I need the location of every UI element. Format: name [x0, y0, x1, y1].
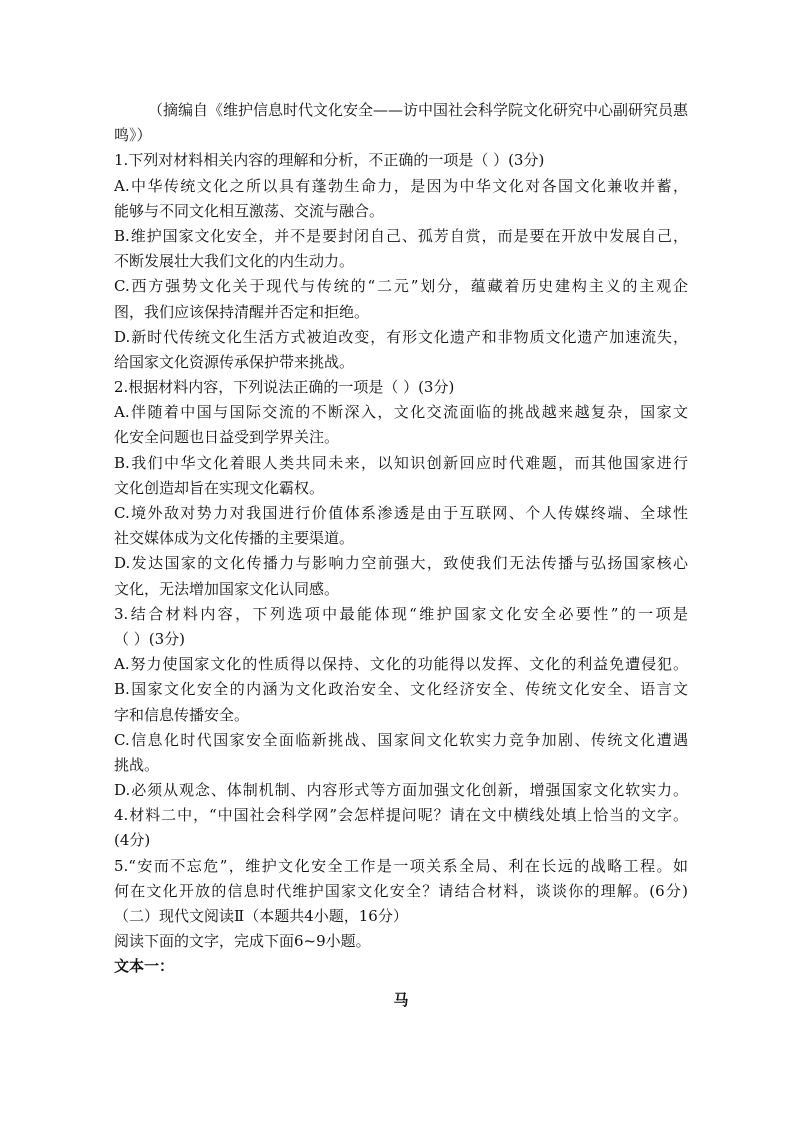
question-1-option-a: A.中华传统文化之所以具有蓬勃生命力，是因为中华文化对各国文化兼收并蓄，	[114, 176, 688, 195]
question-2-option-c-cont: 社交媒体成为文化传播的主要渠道。	[114, 529, 355, 548]
question-4-score: (4分)	[114, 831, 151, 850]
question-2-option-a-cont: 化安全问题也日益受到学界关注。	[114, 428, 340, 447]
question-3-option-b-cont: 字和信息传播安全。	[114, 705, 250, 724]
question-3-option-c: C.信息化时代国家安全面临新挑战、国家间文化软实力竞争加剧、传统文化遭遇	[114, 730, 688, 749]
question-2-option-b-cont: 文化创造却旨在实现文化霸权。	[114, 478, 325, 497]
question-3-option-a: A.努力使国家文化的性质得以保持、文化的功能得以发挥、文化的利益免遭侵犯。	[114, 655, 688, 674]
question-5-stem: 5.“安而不忘危”，维护文化安全工作是一项关系全局、利在长远的战略工程。如	[114, 856, 688, 875]
question-5-stem-cont: 何在文化开放的信息时代维护国家文化安全？请结合材料，谈谈你的理解。(6分)	[114, 881, 688, 900]
source-citation-line-2: 鸣》）	[114, 126, 152, 145]
document-body	[114, 98, 688, 1013]
text-one-label: 文本一：	[114, 957, 175, 976]
question-2-stem: 2.根据材料内容，下列说法正确的一项是（ ）(3分)	[114, 378, 455, 397]
question-3-stem: 3.结合材料内容，下列选项中最能体现“维护国家文化安全必要性”的一项是	[114, 604, 688, 623]
article-title: 马	[393, 990, 409, 1009]
question-3-option-c-cont: 挑战。	[114, 755, 160, 774]
question-1-option-d: D.新时代传统文化生活方式被迫改变，有形文化遗产和非物质文化遗产加速流失，	[114, 327, 688, 346]
question-1-option-d-cont: 给国家文化资源传承保护带来挑战。	[114, 352, 355, 371]
question-1-option-b: B.维护国家文化安全，并不是要封闭自己、孤芳自赏，而是要在开放中发展自己，	[114, 226, 688, 245]
question-3-option-b: B.国家文化安全的内涵为文化政治安全、文化经济安全、传统文化安全、语言文	[114, 680, 688, 699]
question-1-option-b-cont: 不断发展壮大我们文化的内生动力。	[114, 252, 355, 271]
question-1-stem: 1.下列对材料相关内容的理解和分析，不正确的一项是（ ）(3分)	[114, 151, 545, 170]
source-citation-line-1: （摘编自《维护信息时代文化安全——访中国社会科学院文化研究中心副研究员惠	[148, 101, 689, 119]
question-4-stem: 4.材料二中，“中国社会科学网”会怎样提问呢？请在文中横线处填上恰当的文字。	[114, 806, 688, 825]
question-2-option-c: C.境外敌对势力对我国进行价值体系渗透是由于互联网、个人传媒终端、全球性	[114, 504, 688, 522]
question-3-stem-cont: （ ）(3分)	[114, 629, 186, 648]
question-2-option-b: B.我们中华文化着眼人类共同未来，以知识创新回应时代难题，而其他国家进行	[114, 453, 688, 472]
section-instruction: 阅读下面的文字，完成下面6~9小题。	[114, 932, 371, 951]
question-2-option-d-cont: 文化，无法增加国家文化认同感。	[114, 579, 340, 598]
question-1-option-c-cont: 图，我们应该保持清醒并否定和拒绝。	[114, 302, 370, 321]
section-heading: （二）现代文阅读Ⅱ（本题共4小题，16分）	[114, 907, 408, 925]
question-2-option-d: D.发达国家的文化传播力与影响力空前强大，致使我们无法传播与弘扬国家核心	[114, 554, 688, 573]
question-3-option-d: D.必须从观念、体制机制、内容形式等方面加强文化创新，增强国家文化软实力。	[114, 781, 688, 800]
question-1-option-a-cont: 能够与不同文化相互激荡、交流与融合。	[114, 201, 385, 220]
question-1-option-c: C.西方强势文化关于现代与传统的“二元”划分，蕴藏着历史建构主义的主观企	[114, 277, 688, 296]
question-2-option-a: A.伴随着中国与国际交流的不断深入，文化交流面临的挑战越来越复杂，国家文	[114, 403, 688, 422]
